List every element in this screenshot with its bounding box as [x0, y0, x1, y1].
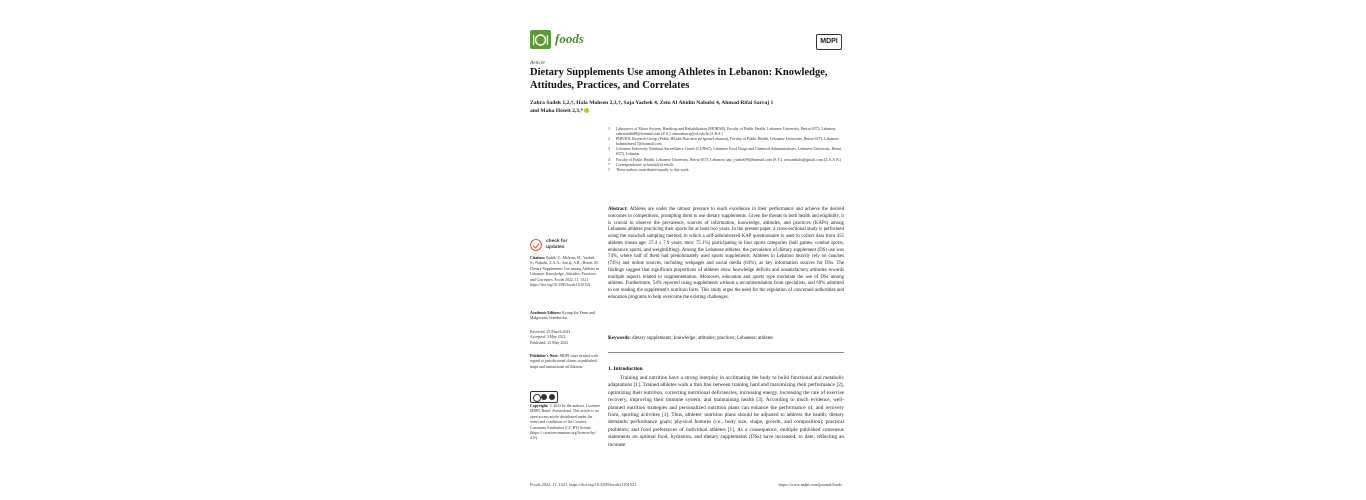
section-heading: 1. Introduction [608, 366, 643, 372]
check-updates-icon [530, 239, 542, 251]
orcid-icon[interactable] [584, 108, 589, 113]
authors-line-2: and Maha Hoteit 2,3,* [530, 108, 584, 114]
affiliation-item: 3 Lebanese University Nutrition Surveillance Center (LUNSC), Lebanese Food Drugs and Chemical Administrations, Lebanese University, Beirut 6573, Lebanon [608, 147, 842, 157]
equal-contribution-note: † These authors contributed equally to this work. [608, 167, 690, 172]
academic-editors: Academic Editors: Kyung-Jin Yeum and Małgorzata Grembecka [530, 311, 595, 321]
affiliation-item: 2 PHENOL Research Group (Public HEalth Nutrition prOgram-Lebanon), Faculty of Public Health, Lebanese University, Beirut 6573, Lebanon; halamohsen17@hotmail.com [608, 137, 839, 147]
paper-title: Dietary Supplements Use among Athletes in Lebanon: Knowledge, Attitudes, Practices, and Correlates [530, 67, 828, 91]
foods-logo-icon [530, 30, 551, 49]
author-list [530, 99, 840, 115]
copyright: Copyright: © 2022 by the authors. Licensee MDPI, Basel, Switzerland. This article is an open access article distributed under the terms and conditions of the Creative Commons Attribution (CC BY) license (https:// creativecommons.org/licenses/by/ 4.0/). [530, 404, 600, 441]
authors-line-1: Zahra Sadek 1,2,†, Hala Mohsen 2,3,†, Saja Yazbek 4, Zein Al Abidin Nabulsi 4, Ahmad Rifai Sarraj 1 [530, 100, 774, 106]
publisher-logo: MDPI [816, 34, 842, 50]
cc-by-license-icon[interactable] [530, 391, 558, 403]
divider [608, 352, 844, 353]
journal-name: foods [555, 31, 584, 46]
keywords: Keywords: dietary supplements; knowledge; attitudes; practices; Lebanese; athletes [608, 336, 774, 341]
citation: Citation: Sadek, Z.; Mohsen, H.; Yazbek, S.; Nabulsi, Z.A.A.; Sarraj, A.R.; Hoteit, M. Dietary Supplements Use among Athletes in Lebanon: Knowledge, Attitudes, Practices, and Correlates. Foods 2022, 11, 1521. https://doi.org/10.3390/foods11101521 [530, 256, 600, 288]
check-for-updates-button[interactable]: check for updates [530, 239, 590, 253]
introduction-text: Training and nutrition have a strong interplay in acclimating the body to build functional and metabolic adaptations [1]. Trained athletes walk a thin line between training hard and maximizing their performance [2], optimizing their nutrition, correcting nutritional deficiencies, increasing energy, increasing the rate of exercise recovery, improving their immune system, and maintaining health [3]. According to much evidence, well-planned nutrition strategies and personalized nutrition plans can enhance the performance of, and recovery from, sporting activities [1]. Thus, athletes' nutrition plans should be adjusted to address the health; dietary demands; performance goals; physical features (i.e., body size, shape, growth, and composition); practical problems; and food preferences of individual athletes [1]. As a consequence, multiple published consensus statements on optimal food, hydration, and dietary supplements (DSs) have increased, to date, reflecting an increase [608, 375, 844, 448]
article-type: Article [530, 60, 545, 66]
publisher-note: Publisher's Note: MDPI stays neutral with regard to jurisdictional claims in published maps and institutional affiliations. [530, 354, 598, 369]
affiliation-item: 4 Faculty of Public Health, Lebanese University, Beirut 6573, Lebanon; saja_yazbek99@hotmail.com (S.Y.); zein.nabulsi@gmail.com (Z.A.A.N.) [608, 157, 842, 162]
affiliations [608, 127, 843, 173]
affiliation-item: 1 Laboratory of Motor System, Handicap and Rehabilitation (MOHAR), Faculty of Public Health, Lebanese University, Beirut 6573, Lebanon; zahrasadek88@hotmail.com (Z.S.); ahmadsarraj@ul.edu.lb (A.R.S.) [608, 127, 837, 137]
paper-page [518, 0, 850, 500]
correspondence: * Correspondence: m.hoteit@ul.edu.lb [608, 162, 674, 167]
footer-citation: Foods 2022, 11, 1521. https://doi.org/10.3390/foods11101521 [530, 482, 637, 487]
page-footer [530, 482, 842, 487]
journal-url-link[interactable]: https://www.mdpi.com/journal/foods [778, 482, 842, 487]
abstract: Abstract: Athletes are under the utmost pressure to reach excellence in their performance and achieve the desired outcomes in competitions, prompting them to use dietary supplements. Given the threats to both health and eligibility, it is crucial to observe the prevalence, sources of information, knowledge, attitudes, and practices (KAPs) among Lebanese athletes practicing their sports for at least two years. In the present paper, a cross-sectional study is performed using the snowball sampling method, in which a self-administered KAP questionnaire is used to collect data from 455 athletes (mean age: 27.4 ± 7.9 years; men: 75.1%) participating in four sports categories (ball games, combat sports, endurance sports, and weightlifting). Among the Lebanese athletes, the prevalence of dietary supplement (DS) use was 74%, where half of them had predominately used sports supplements. Athletes in Lebanon heavily rely on coaches (74%) and online sources, including webpages and social media (64%), as key information sources for DSs. The findings suggest that significant proportions of athletes show knowledge deficits and unsatisfactory attitudes towards multiple aspects related to supplementation. Moreover, education and sports type modulate the use of DSs among athletes. Furthermore, 54% reported using supplements without a recommendation from specialists, and 69% admitted to not reading the supplement's nutrition facts. This study urges the need for the regulation of concerned authorities and education programs to help overcome the existing challenges. [608, 207, 845, 300]
publication-dates: Received: 25 March 2022 Accepted: 3 May 2022 Published: 23 May 2022 [530, 330, 571, 345]
